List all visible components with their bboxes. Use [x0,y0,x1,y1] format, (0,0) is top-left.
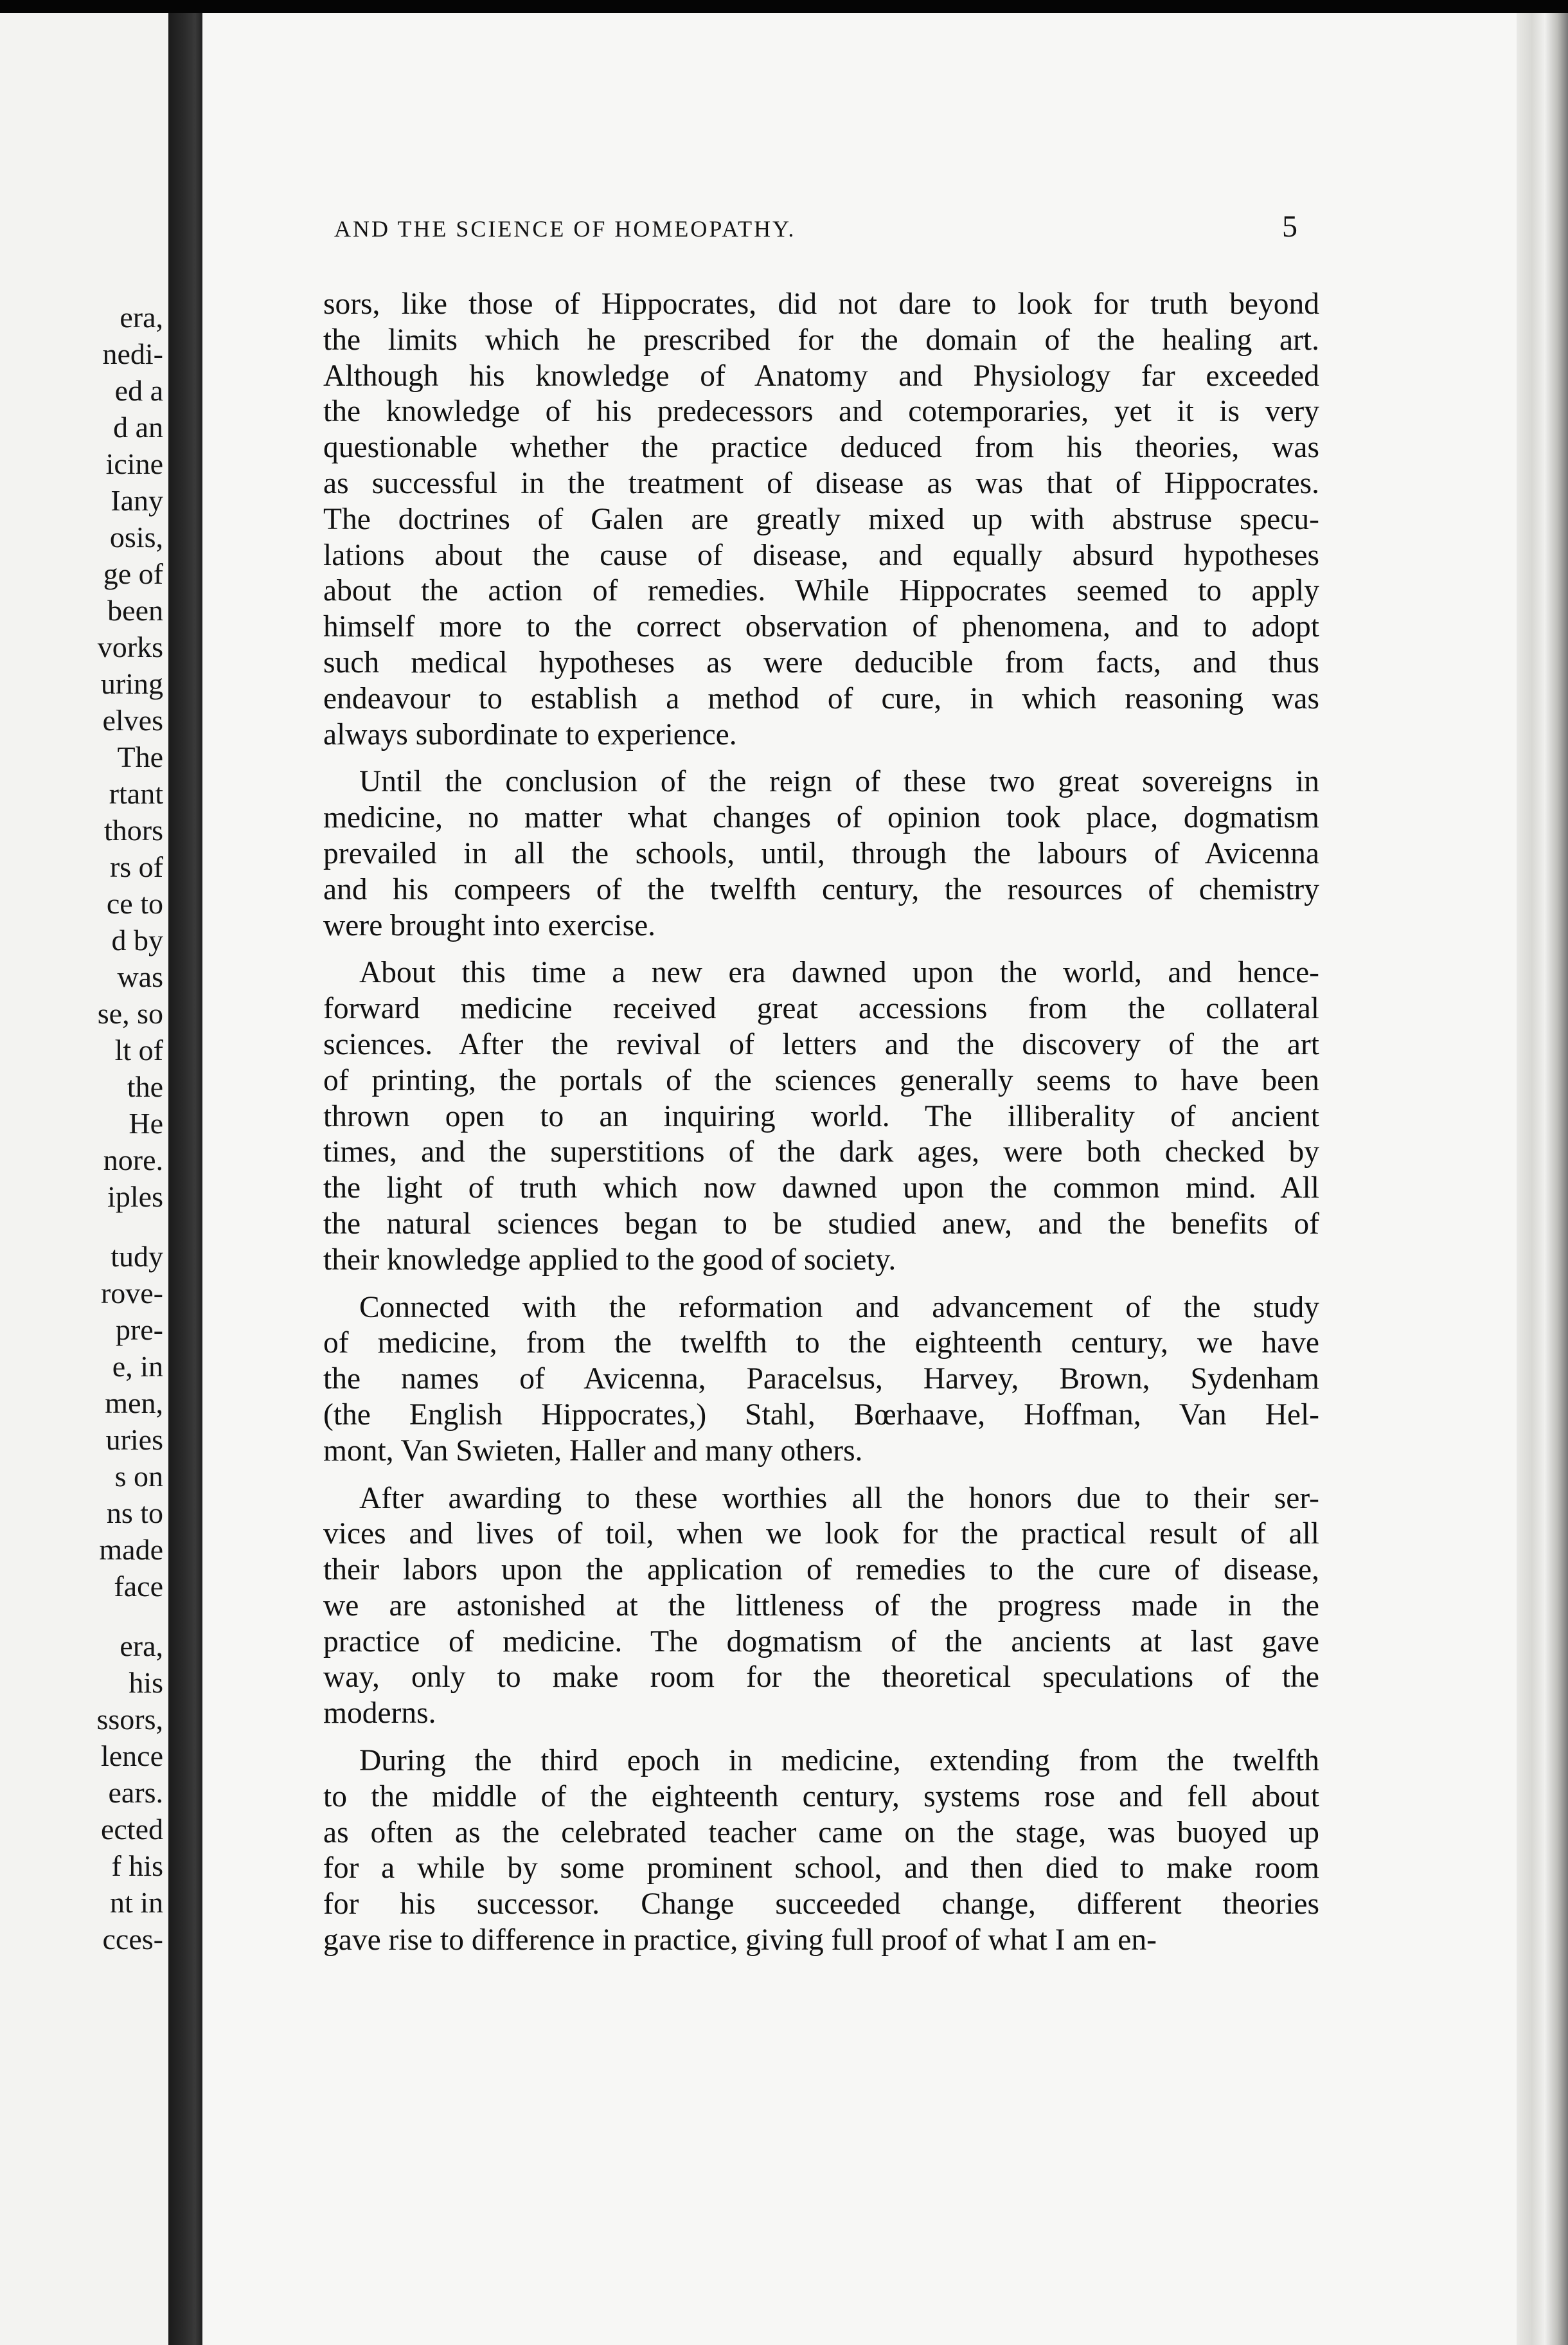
left-page-fragment: ce to [106,887,163,920]
text-line: as successful in the treatment of disease as was that of Hippocrates. [323,466,1319,500]
text-line: and his compeers of the twelfth century, the resources of chemistry [323,872,1319,906]
left-page-fragment: Iany [111,484,163,517]
left-page-fragment: se, so [97,997,163,1030]
text-line: the light of truth which now dawned upon the common mind. All [323,1171,1319,1205]
paragraph [323,1743,1319,1959]
text-line: The doctrines of Galen are greatly mixed up with abstruse specu- [323,502,1319,536]
text-line: of medicine, from the twelfth to the eighteenth century, we have [323,1326,1319,1360]
text-line: their knowledge applied to the good of society. [323,1243,896,1277]
text-line: practice of medicine. The dogmatism of the ancients at last gave [323,1624,1319,1658]
text-line: the knowledge of his predecessors and cotemporaries, yet it is very [323,395,1319,429]
text-line: endeavour to establish a method of cure, in which reasoning was [323,681,1319,715]
text-line: prevailed in all the schools, until, through the labours of Avicenna [323,836,1319,870]
scan-top-border [0,0,1568,14]
text-line: as often as the celebrated teacher came on the stage, was buoyed up [323,1815,1319,1849]
text-line: sciences. After the revival of letters and the discovery of the art [323,1027,1319,1061]
left-page-fragment: made [99,1533,163,1566]
left-page-fragment: f his [111,1849,163,1882]
left-page-fragment: e, in [112,1350,163,1383]
left-page-fragment: ed a [114,374,163,407]
left-page-fragment: been [107,594,163,627]
left-page-fragment: era, [120,1630,163,1662]
text-line: Connected with the reformation and advancement of the study [359,1290,1319,1324]
page-number: 5 [1282,210,1297,244]
text-line: about the action of remedies. While Hippocrates seemed to apply [323,574,1319,608]
text-line: the names of Avicenna, Paracelsus, Harvey, Brown, Sydenham [323,1362,1319,1396]
left-page-fragment: ssors, [96,1703,163,1736]
left-page-fragment: He [129,1107,163,1140]
left-page-fragment: rs of [109,850,163,883]
paragraph [323,764,1319,944]
left-page-fragment: ge of [103,557,163,590]
text-line: thrown open to an inquiring world. The illiberality of ancient [323,1099,1319,1133]
left-page-fragment: ected [100,1813,163,1846]
left-page-fragment: tudy [111,1240,163,1273]
left-page-fragment: men, [105,1387,163,1419]
text-line: to the middle of the eighteenth century, systems rose and fell about [323,1779,1319,1813]
text-line: medicine, no matter what changes of opinion took place, dogmatism [323,801,1319,835]
paragraph [323,287,1319,753]
text-line: himself more to the correct observation of phenomena, and to adopt [323,610,1319,644]
left-page-fragment: thors [104,814,163,847]
left-page-fragment: nedi- [102,337,163,370]
paragraph [323,1481,1319,1732]
left-page-fragment: iples [107,1180,163,1213]
left-page-fragment: uring [100,667,163,700]
text-line: were brought into exercise. [323,908,656,942]
text-line: for a while by some prominent school, and then died to make room [323,1851,1319,1885]
text-line: for his successor. Change succeeded change, different theories [323,1887,1319,1921]
paragraph-gap [323,1279,1319,1290]
body-text [323,287,1319,1959]
paragraph-gap [323,1469,1319,1481]
text-line: forward medicine received great accessions from the collateral [323,992,1319,1026]
left-page-fragment: d an [113,411,163,444]
text-line: (the English Hippocrates,) Stahl, Bœrhaave, Hoffman, Van Hel- [323,1397,1319,1432]
left-page-fragment: ns to [106,1496,163,1529]
text-line: their labors upon the application of remedies to the cure of disease, [323,1553,1319,1587]
left-page-fragment: d by [111,924,163,957]
left-page-fragment: ears. [108,1776,163,1809]
text-line: moderns. [323,1696,436,1730]
left-page-fragment: lence [100,1739,163,1772]
text-line: way, only to make room for the theoretical speculations of the [323,1660,1319,1694]
paragraph-gap [323,944,1319,955]
left-page-fragment: rtant [109,777,163,810]
text-line: Although his knowledge of Anatomy and Physiology far exceeded [323,359,1319,393]
left-page-fragment: lt of [114,1034,163,1066]
running-head: AND THE SCIENCE OF HOMEOPATHY. [334,216,796,242]
left-page-fragment: icine [105,447,163,480]
book-gutter [168,13,207,2345]
text-line: of printing, the portals of the sciences generally seems to have been [323,1063,1319,1097]
text-line: vices and lives of toil, when we look for the practical result of all [323,1517,1319,1551]
paragraph-gap [323,1732,1319,1743]
text-line: times, and the superstitions of the dark ages, were both checked by [323,1135,1319,1169]
left-page-fragment: nore. [103,1144,163,1176]
text-line: the natural sciences began to be studied anew, and the benefits of [323,1207,1319,1241]
left-page-fragment: rove- [100,1277,163,1309]
left-page-fragment: pre- [115,1313,163,1346]
left-page-fragment: The [117,741,163,773]
paragraph-gap [323,753,1319,764]
left-page-fragment: vorks [97,631,163,663]
left-page-fragment: uries [105,1423,163,1456]
paragraph [323,1290,1319,1469]
text-line: we are astonished at the littleness of the progress made in the [323,1588,1319,1622]
left-page [0,13,168,2345]
page-edge [1517,13,1568,2345]
left-page-fragment: was [117,960,163,993]
left-page-fragment: osis, [109,521,163,553]
text-line: Until the conclusion of the reign of these two great sovereigns in [359,765,1319,799]
text-line: sors, like those of Hippocrates, did not dare to look for truth beyond [323,287,1319,321]
text-line: gave rise to difference in practice, giving full proof of what I am en- [323,1923,1157,1957]
left-page-fragment: nt in [109,1886,163,1919]
text-line: always subordinate to experience. [323,717,737,751]
text-line: About this time a new era dawned upon the world, and hence- [359,956,1319,990]
text-line: During the third epoch in medicine, extending from the twelfth [359,1744,1319,1778]
text-line: lations about the cause of disease, and equally absurd hypotheses [323,538,1319,572]
text-line: mont, Van Swieten, Haller and many others. [323,1433,863,1468]
left-page-fragment: cces- [102,1923,163,1955]
left-page-fragment: elves [102,704,163,737]
left-page-fragment: his [129,1666,163,1699]
text-line: such medical hypotheses as were deducible from facts, and thus [323,645,1319,679]
text-line: After awarding to these worthies all the honors due to their ser- [359,1481,1319,1515]
left-page-fragment: the [127,1070,163,1103]
left-page-fragment: era, [120,301,163,334]
text-line: the limits which he prescribed for the domain of the healing art. [323,323,1319,357]
left-page-fragment: face [114,1570,163,1603]
left-page-fragment: s on [114,1460,163,1493]
paragraph [323,955,1319,1278]
text-line: questionable whether the practice deduced from his theories, was [323,431,1319,465]
